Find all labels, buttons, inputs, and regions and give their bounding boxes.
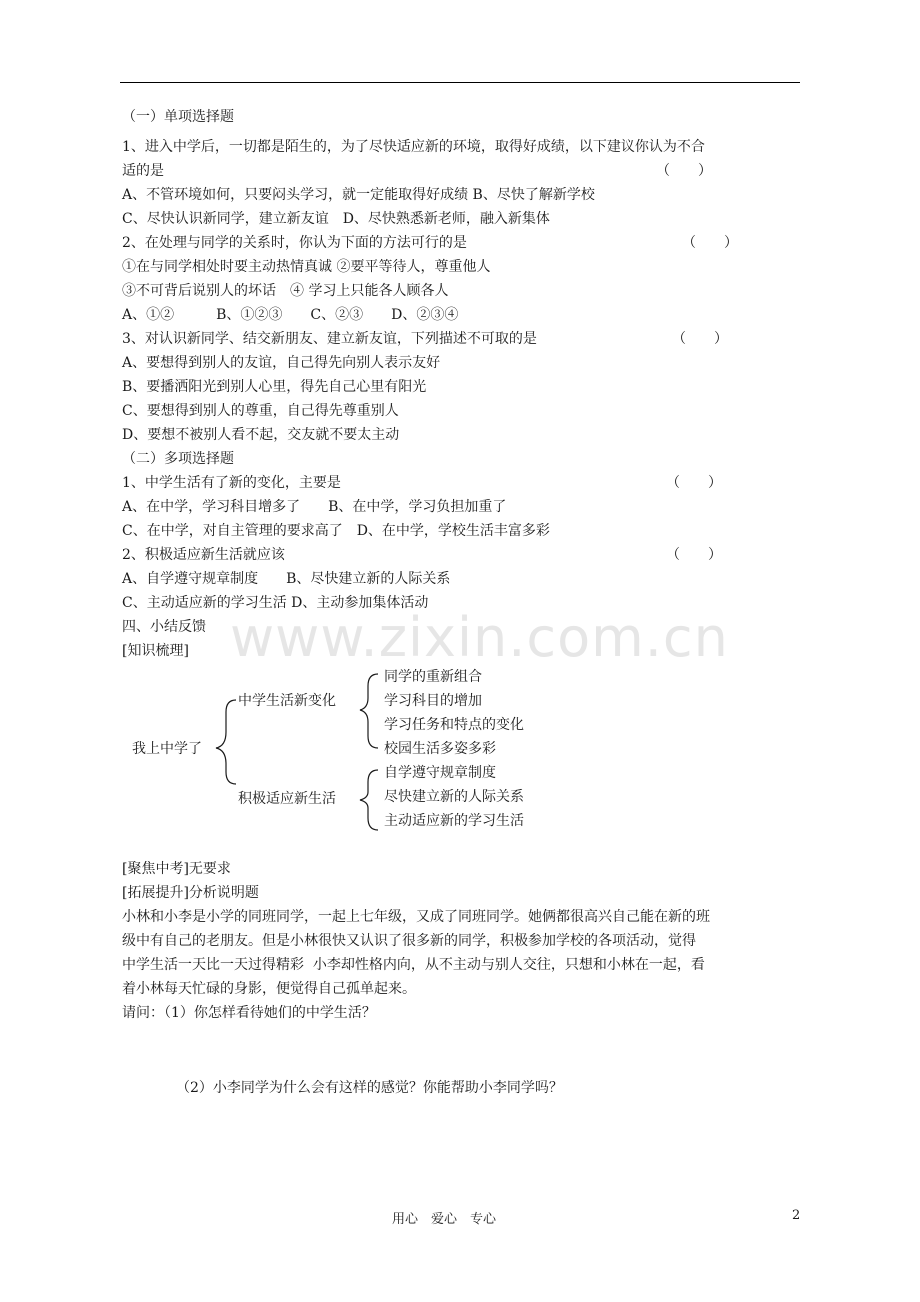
mindmap-branch1-item: 同学的重新组合 xyxy=(384,669,482,685)
q1-stem-line1: 1、进入中学后，一切都是陌生的，为了尽快适应新的环境，取得好成绩，以下建议你认为不合 xyxy=(122,139,705,155)
mindmap-branch1-item: 学习科目的增加 xyxy=(384,693,482,709)
extend-label: [拓展提升]分析说明题 xyxy=(122,885,259,901)
m2-stem: 2、积极适应新生活就应该 xyxy=(122,547,285,563)
mindmap-branch1-item: 学习任务和特点的变化 xyxy=(384,717,524,733)
m1-options-cd: C、在中学，对自主管理的要求高了 D、在中学，学校生活丰富多彩 xyxy=(122,523,550,539)
root-brace xyxy=(216,700,236,784)
branch2-brace xyxy=(360,770,378,830)
exam-focus: [聚焦中考]无要求 xyxy=(122,861,231,877)
q1-options-ab: A、不管环境如何，只要闷头学习，就一定能取得好成绩 B、尽快了解新学校 xyxy=(122,187,595,203)
q3-answer-blank: （ ） xyxy=(672,331,728,347)
q1-options-cd: C、尽快认识新同学，建立新友谊 D、尽快熟悉新老师，融入新集体 xyxy=(122,211,550,227)
section-multi-choice: （二）多项选择题 xyxy=(122,451,234,467)
mindmap-root: 我上中学了 xyxy=(132,741,202,757)
q2-items-34: ③不可背后说别人的坏话 ④ 学习上只能各人顾各人 xyxy=(122,283,449,299)
knowledge-label: [知识梳理] xyxy=(122,643,189,659)
q3-option-d: D、要想不被别人看不起，交友就不要太主动 xyxy=(122,427,400,443)
passage-line: 级中有自己的老朋友。但是小林很快又认识了很多新的同学，积极参加学校的各项活动，觉得 xyxy=(122,933,696,949)
mindmap-branch1-item: 校园生活多姿多彩 xyxy=(384,741,496,757)
q2-options: A、①② B、①②③ C、②③ D、②③④ xyxy=(122,307,459,323)
q3-option-c: C、要想得到别人的尊重，自己得先尊重别人 xyxy=(122,403,399,419)
m1-answer-blank: （ ） xyxy=(666,475,722,491)
m2-options-ab: A、自学遵守规章制度 B、尽快建立新的人际关系 xyxy=(122,571,451,587)
branch1-brace xyxy=(360,674,378,748)
q3-option-a: A、要想得到别人的友谊，自己得先向别人表示友好 xyxy=(122,355,441,371)
passage-line: 小林和小李是小学的同班同学，一起上七年级，又成了同班同学。她俩都很高兴自己能在新的班 xyxy=(122,909,710,925)
passage-line: 着小林每天忙碌的身影，便觉得自己孤单起来。 xyxy=(122,981,416,997)
page-number: 2 xyxy=(792,1208,801,1223)
watermark: www.zixin.com.cn xyxy=(230,606,729,669)
q3-stem: 3、对认识新同学、结交新朋友、建立新友谊，下列描述不可取的是 xyxy=(122,331,537,347)
q2-stem: 2、在处理与同学的关系时，你认为下面的方法可行的是 xyxy=(122,235,467,251)
question-2: （2）小李同学为什么会有这样的感觉？你能帮助小李同学吗？ xyxy=(176,1080,563,1096)
m1-options-ab: A、在中学，学习科目增多了 B、在中学，学习负担加重了 xyxy=(122,499,507,515)
section-summary: 四、小结反馈 xyxy=(122,619,206,635)
footer-motto: 用心 爱心 专心 xyxy=(392,1212,497,1227)
passage-line: 中学生活一天比一天过得精彩 小李却性格内向，从不主动与别人交往，只想和小林在一起，看 xyxy=(122,957,705,973)
mindmap-branch-1: 中学生活新变化 xyxy=(238,693,336,709)
m2-answer-blank: （ ） xyxy=(666,547,722,563)
question-1: 请问：（1）你怎样看待她们的中学生活？ xyxy=(122,1005,376,1021)
mindmap-branch2-item: 主动适应新的学习生活 xyxy=(384,813,524,829)
q2-items-12: ①在与同学相处时要主动热情真诚 ②要平等待人，尊重他人 xyxy=(122,259,491,275)
section-single-choice: （一）单项选择题 xyxy=(122,109,234,125)
q1-stem-line2: 适的是 xyxy=(122,163,164,179)
mindmap-branch2-item: 尽快建立新的人际关系 xyxy=(384,789,524,805)
q3-option-b: B、要播洒阳光到别人心里，得先自己心里有阳光 xyxy=(122,379,427,395)
mindmap-branch2-item: 自学遵守规章制度 xyxy=(384,765,496,781)
q1-answer-blank: （ ） xyxy=(656,163,712,179)
q2-answer-blank: （ ） xyxy=(682,235,738,251)
m1-stem: 1、中学生活有了新的变化，主要是 xyxy=(122,475,341,491)
m2-options-cd: C、主动适应新的学习生活 D、主动参加集体活动 xyxy=(122,595,429,611)
mindmap-branch-2: 积极适应新生活 xyxy=(238,791,336,807)
